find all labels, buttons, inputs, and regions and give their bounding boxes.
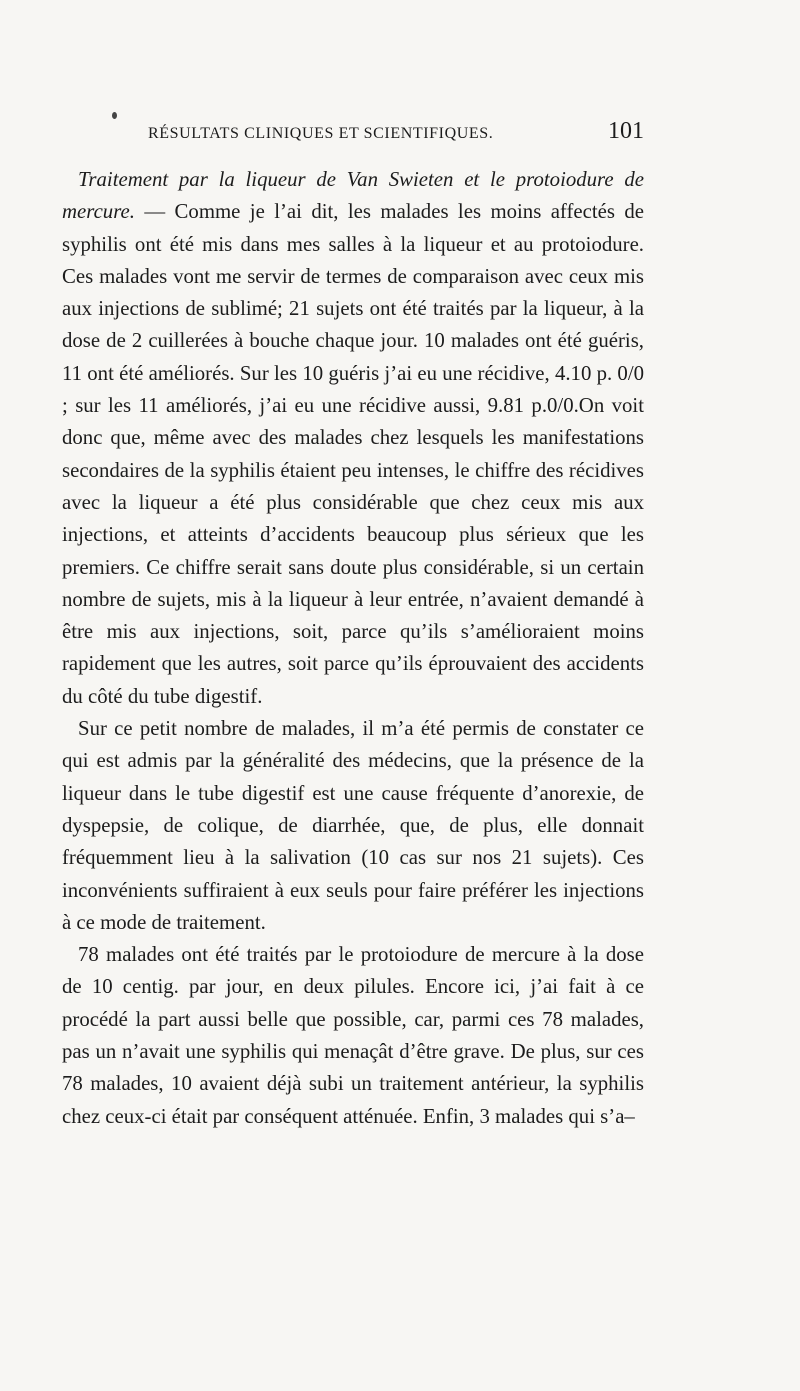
paragraph-1 bbox=[62, 164, 644, 713]
running-title: RÉSULTATS CLINIQUES ET SCIENTIFIQUES. bbox=[148, 125, 494, 142]
paragraph-3: 78 malades ont été traités par le protoiodure de mercure à la dose de 10 centig. par jour, en deux pilules. Encore ici, j’ai fait à ce procédé la part aussi belle que possible, car, parmi ces 78 malades, pas un n’avait une syphilis qui menaçât d’être grave. De plus, sur ces 78 malades, 10 avaient déjà subi un traitement antérieur, la syphilis chez ceux-ci était par conséquent atténuée. Enfin, 3 malades qui s’a– bbox=[62, 943, 644, 1128]
paragraph-2: Sur ce petit nombre de malades, il m’a été permis de constater ce qui est admis par la généralité des médecins, que la présence de la liqueur dans le tube digestif est une cause fréquente d’anorexie, de dyspepsie, de colique, de diarrhée, que, de plus, elle donnait fréquemment lieu à la salivation (10 cas sur nos 21 sujets). Ces inconvénients suffiraient à eux seuls pour faire préférer les injections à ce mode de traitement. bbox=[62, 717, 644, 934]
body-text bbox=[62, 164, 644, 1133]
book-page bbox=[62, 118, 644, 1133]
section-heading-italic: Traitement par la liqueur de Van Swieten et le protoiodure de mercure. bbox=[62, 168, 644, 224]
page-number: 101 bbox=[608, 118, 644, 144]
paragraph-1-text: — Comme je l’ai dit, les malades les moins affectés de syphilis ont été mis dans mes salles à la liqueur et au protoiodure. Ces malades vont me servir de termes de comparaison avec ceux mis aux injections de sublimé; 21 sujets ont été traités par la liqueur, à la dose de 2 cuillerées à bouche chaque jour. 10 malades ont été guéris, 11 ont été améliorés. Sur les 10 guéris j’ai eu une récidive, 4.10 p. 0/0 ; sur les 11 améliorés, j’ai eu une récidive aussi, 9.81 p.0/0.On voit donc que, même avec des malades chez lesquels les manifestations secondaires de la syphilis étaient peu intenses, le chiffre des récidives avec la liqueur a été plus considérable que chez ceux mis aux injections, et atteints d’accidents beaucoup plus sérieux que les premiers. Ce chiffre serait sans doute plus considérable, si un certain nombre de sujets, mis à la liqueur à leur entrée, n’avaient demandé à être mis aux injections, soit, parce qu’ils s’amélioraient moins rapidement que les autres, soit parce qu’ils éprouvaient des accidents du côté du tube digestif. bbox=[62, 200, 644, 708]
page-header bbox=[62, 118, 644, 164]
